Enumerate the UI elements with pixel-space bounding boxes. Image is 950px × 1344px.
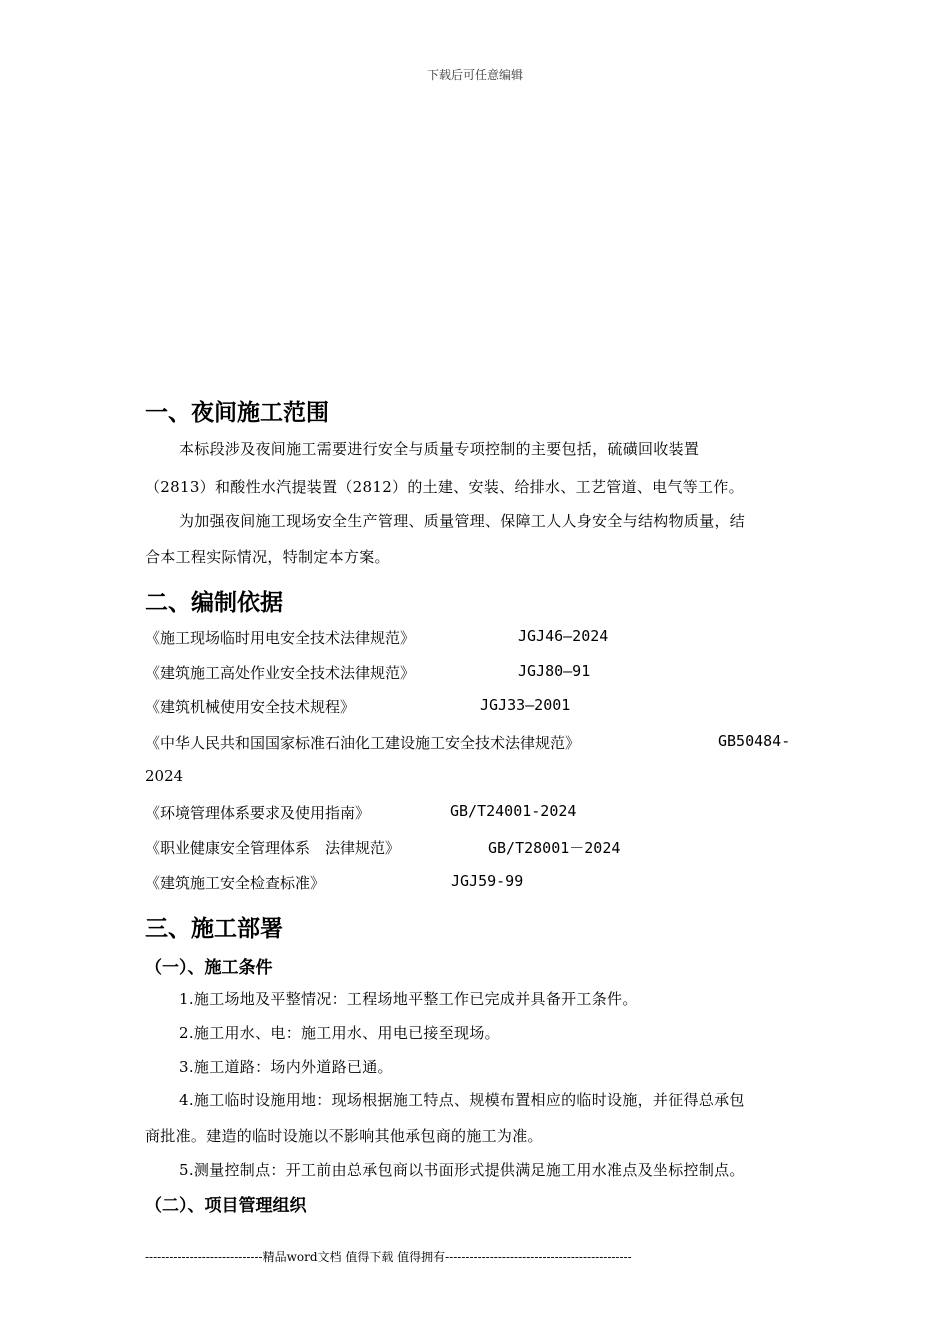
reference-code: JGJ46—2024: [518, 627, 609, 645]
subsection-2-title: （二）、项目管理组织: [145, 1196, 307, 1216]
subsection-1-title: （一）、施工条件: [145, 958, 273, 978]
section-1-paragraph-2-line-2: 合本工程实际情况，特制定本方案。: [145, 548, 390, 566]
reference-code: JGJ80—91: [518, 662, 591, 680]
reference-code: GB/T24001-2024: [450, 802, 577, 820]
reference-item: [145, 696, 571, 717]
section-1-paragraph-2-line-1: 为加强夜间施工现场安全生产管理、质量管理、保障工人人身安全与结构物质量，结: [179, 512, 746, 530]
reference-item: [145, 732, 791, 753]
condition-item: 5.测量控制点：开工前由总承包商以书面形式提供满足施工用水准点及坐标控制点。: [179, 1161, 745, 1179]
reference-item: [145, 767, 183, 785]
condition-item: 3.施工道路：场内外道路已通。: [179, 1058, 393, 1076]
condition-item: 1.施工场地及平整情况：工程场地平整工作已完成并具备开工条件。: [179, 990, 638, 1008]
reference-item: [145, 837, 621, 858]
reference-item: [145, 872, 524, 893]
reference-name: 《职业健康安全管理体系 法律规范》: [145, 839, 401, 857]
reference-name: 2024: [145, 767, 184, 785]
reference-name: 《环境管理体系要求及使用指南》: [145, 804, 371, 822]
section-3-title: 三、施工部署: [145, 916, 283, 942]
reference-code: JGJ59-99: [451, 872, 524, 890]
reference-item: [145, 627, 609, 648]
page-footer: -----------------------------精品word文档 值得下载 值得拥有----------------------------------------------: [145, 1250, 632, 1264]
section-1-paragraph-1-line-2: （2813）和酸性水汽提装置（2812）的土建、安装、给排水、工艺管道、电气等工作。: [145, 478, 744, 496]
section-1-paragraph-1-line-1: 本标段涉及夜间施工需要进行安全与质量专项控制的主要包括，硫磺回收装置: [179, 440, 700, 458]
condition-item: 4.施工临时设施用地：现场根据施工特点、规模布置相应的临时设施，并征得总承包: [179, 1091, 745, 1109]
section-1-title: 一、夜间施工范围: [145, 400, 329, 426]
condition-item: 2.施工用水、电：施工用水、用电已接至现场。: [179, 1024, 500, 1042]
reference-name: 《建筑施工安全检查标准》: [145, 874, 326, 892]
reference-name: 《中华人民共和国国家标准石油化工建设施工安全技术法律规范》: [145, 734, 581, 752]
reference-name: 《建筑机械使用安全技术规程》: [145, 698, 356, 716]
reference-item: [145, 802, 577, 823]
reference-code: JGJ33—2001: [480, 696, 571, 714]
page-header: 下载后可任意编辑: [426, 68, 523, 82]
section-2-title: 二、编制依据: [145, 590, 283, 616]
reference-code: GB/T28001－2024: [488, 839, 621, 857]
reference-item: [145, 662, 591, 683]
reference-name: 《建筑施工高处作业安全技术法律规范》: [145, 664, 416, 682]
reference-name: 《施工现场临时用电安全技术法律规范》: [145, 629, 416, 647]
reference-code: GB50484-: [718, 732, 791, 750]
condition-item-continued: 商批准。建造的临时设施以不影响其他承包商的施工为准。: [145, 1127, 543, 1145]
